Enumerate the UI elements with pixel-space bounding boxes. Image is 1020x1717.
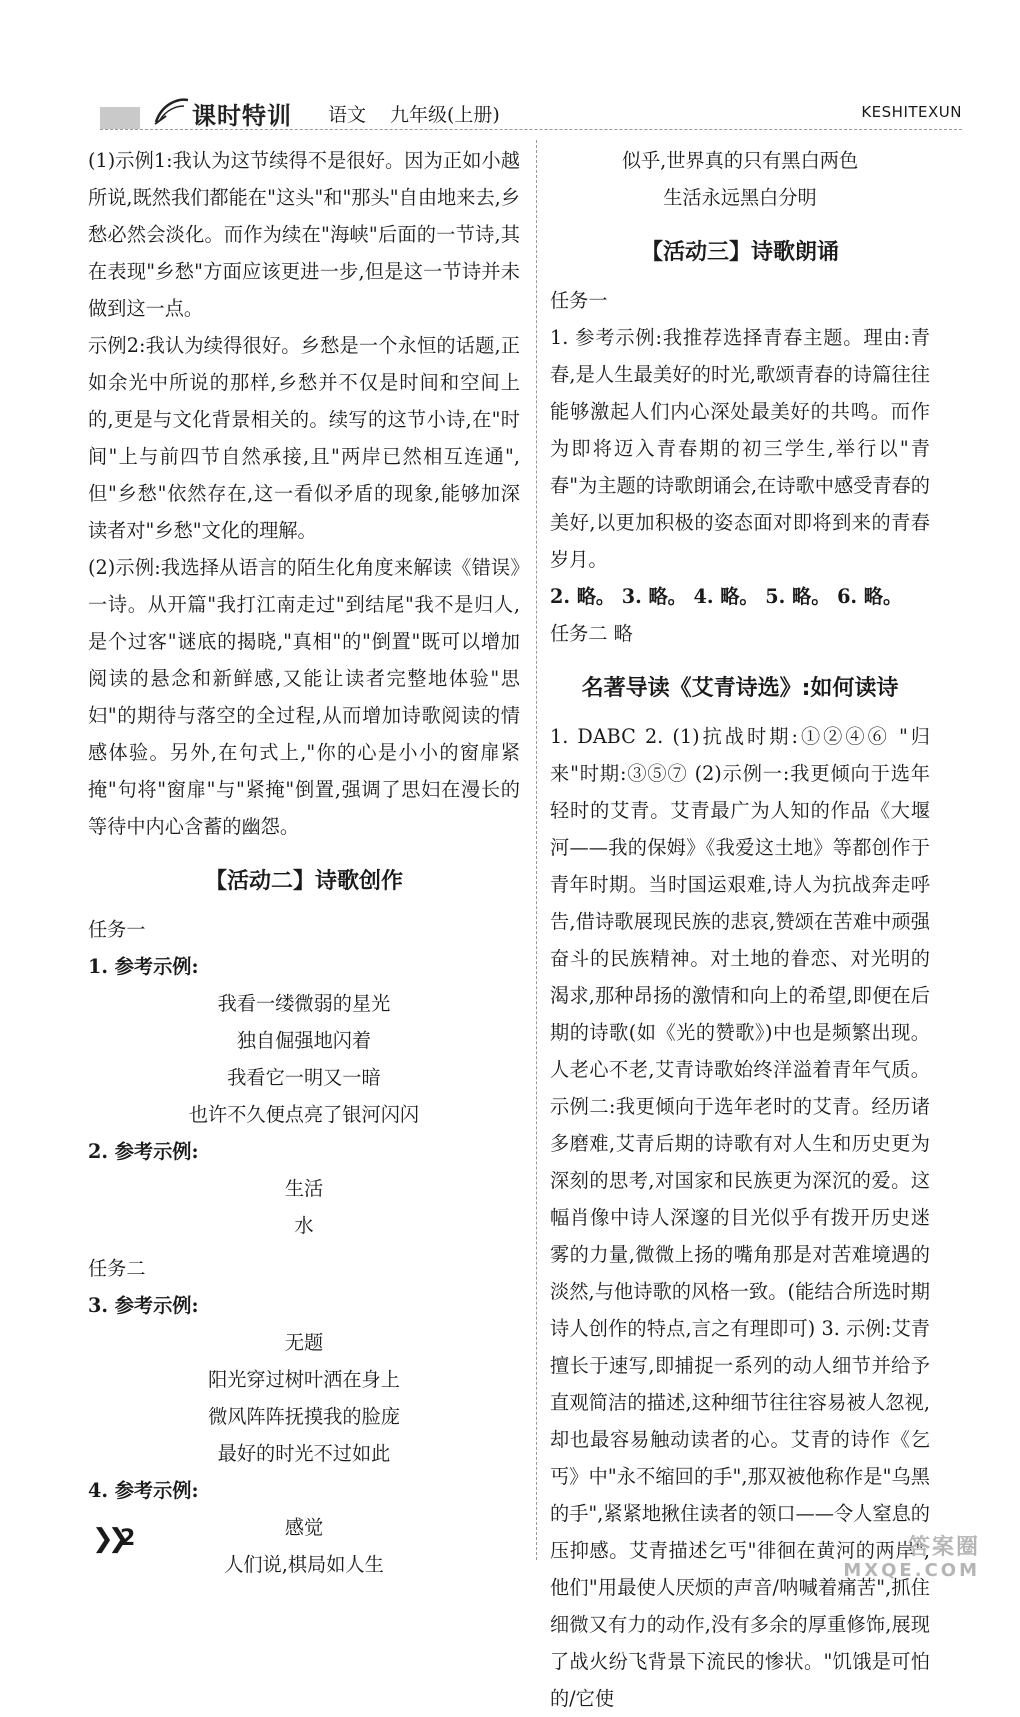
poem-line: 生活永远黑白分明: [663, 186, 817, 209]
item-label: 3. 参考示例:: [88, 1294, 199, 1317]
poem-line: 阳光穿过树叶洒在身上: [208, 1368, 400, 1391]
poem-line: 感觉: [284, 1516, 324, 1539]
header-divider: [100, 129, 962, 130]
item-label: 4. 参考示例:: [88, 1479, 199, 1502]
poem-line: 我看它一明又一暗: [227, 1066, 381, 1089]
task-label: 任务一: [550, 289, 608, 312]
answer-paragraph: 1. 参考示例:我推荐选择青春主题。理由:青春,是人生最美好的时光,歌颂青春的诗篇往往能够激起人们内心深处最美好的共鸣。而作为即将迈入青春期的初三学生,举行以"青春"为主题的诗歌朗诵会,在诗歌中感受青春的美好,以更加积极的姿态面对即将到来的青春岁月。: [550, 326, 930, 571]
poem-line: 最好的时光不过如此: [217, 1442, 391, 1465]
item-label: 2. 参考示例:: [88, 1140, 199, 1163]
task-label: 任务二 略: [550, 622, 633, 645]
header-pinyin: KESHITEXUN: [861, 103, 962, 121]
subject-label: 语文: [328, 104, 367, 126]
poem-line: 无题: [284, 1331, 324, 1354]
page-header: [0, 0, 1020, 130]
poem-line: 水: [294, 1214, 314, 1237]
answer-paragraph: 示例2:我认为续得很好。乡愁是一个永恒的话题,正如余光中所说的那样,乡愁并不仅是时间和空间上的,更是与文化背景相关的。续写的这节小诗,在"时间"上与前四节自然承接,且"两岸已然相互连通",但"乡愁"依然存在,这一看似矛盾的现象,能够加深读者对"乡愁"文化的理解。: [88, 334, 520, 542]
double-chevron-icon: ❯❯: [92, 1524, 124, 1554]
poem-line: 独自倔强地闪着: [236, 1029, 372, 1052]
task-label: 任务二: [88, 1257, 146, 1280]
header-gray-block: [100, 107, 140, 129]
section-heading-activity2: 【活动二】诗歌创作: [204, 869, 403, 894]
poem-line: 生活: [284, 1177, 324, 1200]
item-label: 1. 参考示例:: [88, 955, 199, 978]
brand-title: 课时特训: [192, 102, 292, 130]
watermark-text: 答案圈: [907, 1535, 980, 1560]
grade-label: 九年级(上册): [390, 104, 500, 126]
answer-paragraph: 1. DABC 2. (1)抗战时期:①②④⑥ "归来"时期:③⑤⑦ (2)示例一:我更倾向于选年轻时的艾青。艾青最广为人知的作品《大堰河——我的保姆》《我爱这土地》等都创作于青年时期。当时国运艰难,诗人为抗战奔走呼告,借诗歌展现民族的悲哀,赞颂在苦难中顽强奋斗的民族精神。对土地的眷恋、对光明的渴求,那种昂扬的激情和向上的希望,即便在后期的诗歌(如《光的赞歌》)中也是频繁出现。人老心不老,艾青诗歌始终洋溢着青年气质。 示例二:我更倾向于选年老时的艾青。经历诸多磨难,艾青后期的诗歌有对人生和历史更为深刻的思考,对国家和民族更为深沉的爱。这幅肖像中诗人深邃的目光似乎有拨开历史迷雾的力量,微微上扬的嘴角那是对苦难境遇的淡然,与他诗歌的风格一致。(能结合所选时期诗人创作的特点,言之有理即可) 3. 示例:艾青擅长于速写,即捕捉一系列的动人细节并给予直观简洁的描述,这种细节往往容易被人忽视,却也最容易触动读者的心。艾青的诗作《乞丐》中"永不缩回的手",那双被他称作是"乌黑的手",紧紧地揪住读者的领口——令人窒息的压抑感。艾青描述乞丐"徘徊在黄河的两岸",他们"用最使人厌烦的声音/呐喊着痛苦",抓住细微又有力的动作,没有多余的厚重修饰,展现了战火纷飞背景下流民的惨状。"饥饿是可怕的/它使: [550, 725, 930, 1710]
poem-line: 我看一缕微弱的星光: [217, 992, 391, 1015]
poem-line: 微风阵阵抚摸我的脸庞: [208, 1405, 400, 1428]
right-column: [550, 142, 930, 1717]
answers-line: 2. 略。 3. 略。 4. 略。 5. 略。 6. 略。: [550, 585, 903, 608]
poem-line: 似乎,世界真的只有黑白两色: [621, 149, 859, 172]
watermark-url: MXQE.COM: [843, 1560, 980, 1581]
poem-line: 人们说,棋局如人生: [224, 1553, 384, 1576]
section-heading-reading-guide: 名著导读《艾青诗选》:如何读诗: [581, 676, 899, 701]
answer-paragraph: (2)示例:我选择从语言的陌生化角度来解读《错误》一诗。从开篇"我打江南走过"到结尾"我不是归人,是个过客"谜底的揭晓,"真相"的"倒置"既可以增加阅读的悬念和新鲜感,又能让读者完整地体验"思妇"的期待与落空的全过程,从而增加诗歌阅读的情感体验。另外,在句式上,"你的心是小小的窗扉紧掩"句将"窗扉"与"紧掩"倒置,强调了思妇在漫长的等待中内心含蓄的幽怨。: [88, 556, 520, 838]
pen-logo-icon: [152, 94, 192, 128]
left-column: [88, 142, 520, 1583]
task-label: 任务一: [88, 918, 146, 941]
section-heading-activity3: 【活动三】诗歌朗诵: [640, 240, 839, 265]
page-number: 2: [120, 1526, 136, 1551]
answer-paragraph: (1)示例1:我认为这节续得不是很好。因为正如小越所说,既然我们都能在"这头"和"那头"自由地来去,乡愁必然会淡化。而作为续在"海峡"后面的一节诗,其在表现"乡愁"方面应该更进一步,但是这一节诗并未做到这一点。: [88, 149, 520, 320]
poem-line: 也许不久便点亮了银河闪闪: [188, 1103, 420, 1126]
column-divider: [536, 140, 537, 1560]
